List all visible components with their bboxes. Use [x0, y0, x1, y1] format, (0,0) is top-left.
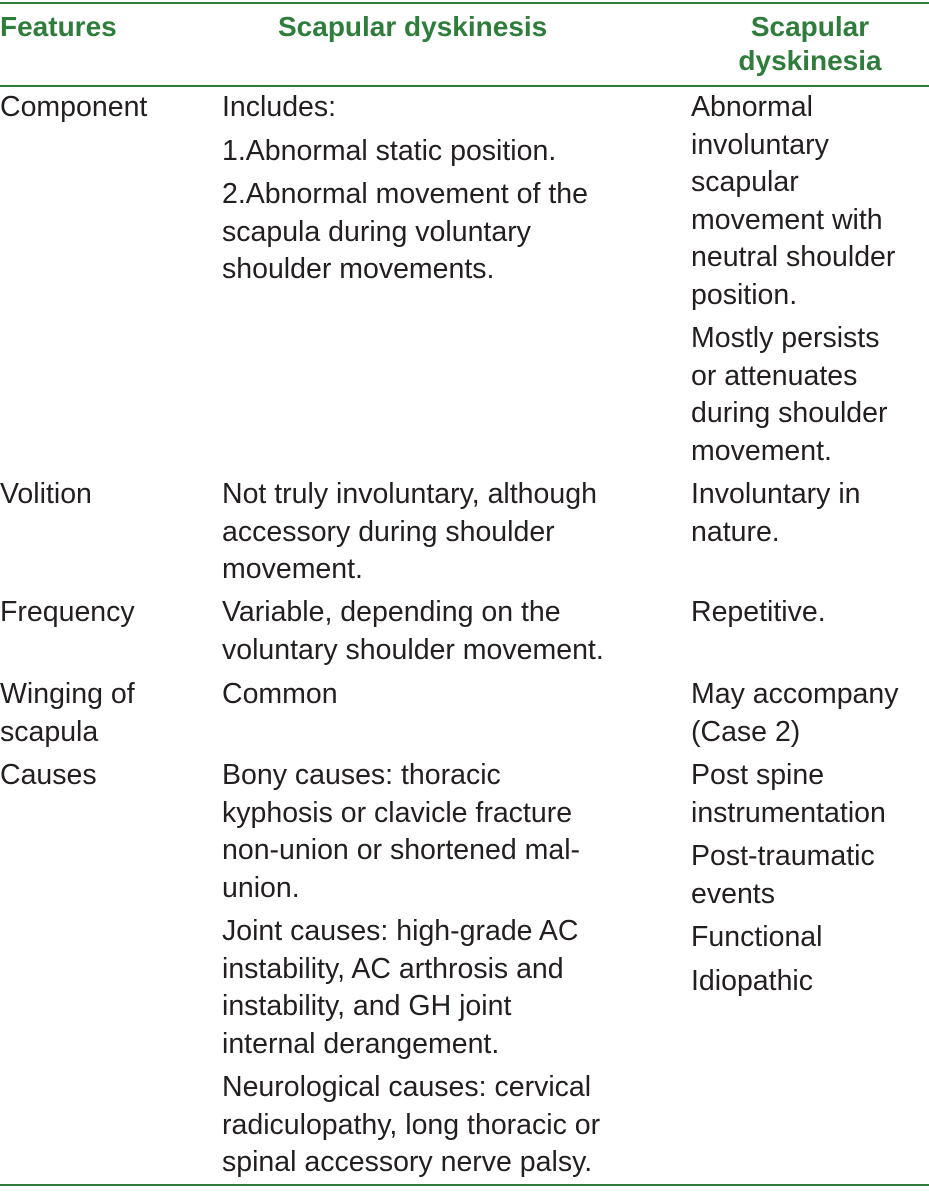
table-cell-text: Post spine instrumentation	[691, 759, 886, 829]
table-cell-text: Functional	[691, 921, 823, 953]
table-cell-text: Common	[222, 678, 338, 710]
table-cell-text: Includes:	[222, 91, 337, 123]
row-volition-feature: Volition	[0, 478, 92, 510]
row-winging-feature: Winging of scapula	[0, 678, 135, 748]
header-scapular-dyskinesia: Scapular dyskinesia	[738, 11, 882, 76]
row-causes-dyskinesia	[691, 757, 929, 1006]
table-cell-text: Not truly involuntary, although accessory during shoulder movement.	[222, 478, 597, 585]
row-frequency-feature: Frequency	[0, 596, 135, 628]
table-cell-text: Post-traumatic events	[691, 840, 875, 910]
table-cell-text: Abnormal involuntary scapular movement with neutral shoulder position.	[691, 91, 896, 311]
table-cell-text: Repetitive.	[691, 596, 826, 628]
table-cell-text: 1.Abnormal static position.	[222, 134, 557, 167]
table-cell-text: Bony causes: thoracic kyphosis or clavicle fracture non-union or shortened mal-union.	[222, 759, 581, 904]
table-cell-text: Idiopathic	[691, 964, 814, 997]
row-volition-dyskinesia	[691, 476, 929, 557]
row-causes-dyskinesis	[222, 757, 682, 1188]
row-winging-dyskinesis	[222, 676, 682, 720]
row-component-dyskinesis	[222, 89, 682, 295]
row-frequency-dyskinesia	[691, 594, 929, 638]
table-cell-text: 2.Abnormal movement of the scapula during voluntary shoulder movements.	[222, 178, 588, 285]
header-rule	[0, 85, 929, 87]
table-cell-text: Neurological causes: cervical radiculopathy, long thoracic or spinal accessory nerve palsy.	[222, 1071, 601, 1178]
table-cell-text: Mostly persists or attenuates during shoulder movement.	[691, 322, 888, 467]
header-features: Features	[0, 11, 117, 42]
row-causes-feature: Causes	[0, 759, 97, 791]
table-cell-text: May accompany (Case 2)	[691, 678, 899, 748]
row-component-dyskinesia	[691, 89, 929, 476]
row-frequency-dyskinesis	[222, 594, 682, 675]
row-volition-dyskinesis	[222, 476, 682, 595]
table-bottom-rule	[0, 1184, 929, 1186]
header-scapular-dyskinesis: Scapular dyskinesis	[278, 11, 548, 42]
row-winging-dyskinesia	[691, 676, 929, 757]
table-cell-text: Joint causes: high-grade AC instability, AC arthrosis and instability, and GH joint internal derangement.	[222, 915, 579, 1060]
table-cell-text: Involuntary in nature.	[691, 478, 861, 548]
table-cell-text: Variable, depending on the voluntary shoulder movement.	[222, 596, 604, 666]
row-component-feature: Component	[0, 91, 148, 123]
table-top-rule	[0, 2, 929, 4]
